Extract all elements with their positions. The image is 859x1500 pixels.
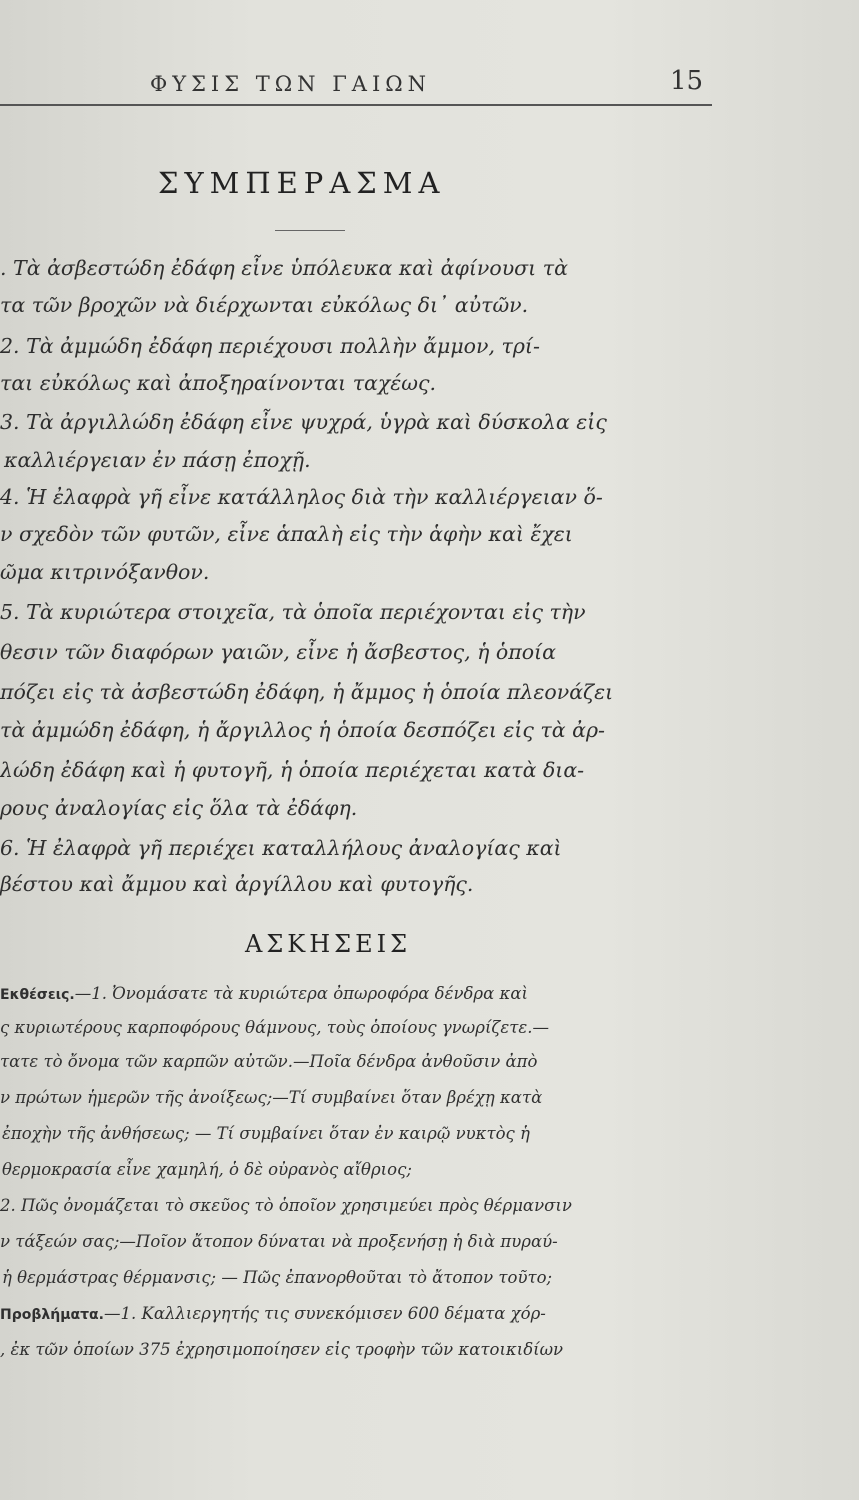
title-rule <box>275 230 345 231</box>
conclusion-line: θεσιν τῶν διαφόρων γαιῶν, εἶνε ἡ ἄσβεστος, ἡ ὁποία <box>0 640 556 664</box>
exercise-line: ν πρώτων ἡμερῶν τῆς ἀνοίξεως;—Τί συμβαίνει ὅταν βρέχῃ κατὰ <box>0 1088 543 1107</box>
conclusion-line: τὰ ἀμμώδη ἐδάφη, ἡ ἄργιλλος ἡ ὁποία δεσπόζει εἰς τὰ ἀρ- <box>0 718 605 742</box>
exercise-line: θερμοκρασία εἶνε χαμηλή, ὁ δὲ οὐρανὸς αἴθριος; <box>2 1160 412 1179</box>
exercise-lead-problems: Προβλήματα. <box>0 1307 104 1323</box>
conclusion-line: 2. Τὰ ἀμμώδη ἐδάφη περιέχουσι πολλὴν ἄμμον, τρί- <box>0 334 540 358</box>
header-rule <box>0 104 712 106</box>
conclusion-line: τα τῶν βροχῶν νὰ διέρχωνται εὐκόλως δι᾽ αὐτῶν. <box>0 293 529 317</box>
conclusion-line: 6. Ἡ ἐλαφρὰ γῆ περιέχει καταλλήλους ἀναλογίας καὶ <box>0 836 562 860</box>
exercise-line: ν τάξεών σας;—Ποῖον ἄτοπον δύναται νὰ προξενήσῃ ἡ διὰ πυραύ- <box>0 1232 558 1251</box>
exercise-lead-essays: Εκθέσεις. <box>0 987 75 1003</box>
conclusion-line: ν σχεδὸν τῶν φυτῶν, εἶνε ἁπαλὴ εἰς τὴν ἁφὴν καὶ ἔχει <box>0 522 573 546</box>
conclusion-line: 5. Τὰ κυριώτερα στοιχεῖα, τὰ ὁποῖα περιέχονται εἰς τὴν <box>0 600 586 624</box>
exercise-line <box>0 1304 546 1323</box>
conclusion-line: ται εὐκόλως καὶ ἀποξηραίνονται ταχέως. <box>0 371 437 395</box>
exercise-line <box>0 984 528 1003</box>
exercise-line: ἐποχὴν τῆς ἀνθήσεως; — Τί συμβαίνει ὅταν ἐν καιρῷ νυκτὸς ἡ <box>2 1124 530 1143</box>
conclusion-line: πόζει εἰς τὰ ἀσβεστώδη ἐδάφη, ἡ ἄμμος ἡ ὁποία πλεονάζει <box>0 680 614 704</box>
running-title: ΦΥΣΙΣ ΤΩΝ ΓΑΙΩΝ <box>150 72 432 96</box>
conclusion-line: 3. Τὰ ἀργιλλώδη ἐδάφη εἶνε ψυχρά, ὑγρὰ καὶ δύσκολα εἰς <box>0 410 607 434</box>
conclusion-line: ρους ἀναλογίας εἰς ὅλα τὰ ἐδάφη. <box>0 796 358 820</box>
exercise-line: τατε τὸ ὄνομα τῶν καρπῶν αὐτῶν.—Ποῖα δένδρα ἀνθοῦσιν ἀπὸ <box>0 1052 538 1071</box>
exercise-line: 2. Πῶς ὀνομάζεται τὸ σκεῦος τὸ ὁποῖον χρησιμεύει πρὸς θέρμανσιν <box>0 1196 572 1215</box>
exercise-line: ἡ θερμάστρας θέρμανσις; — Πῶς ἐπανορθοῦται τὸ ἄτοπον τοῦτο; <box>2 1268 553 1287</box>
exercise-text: —1. Καλλιεργητής τις συνεκόμισεν 600 δέματα χόρ- <box>104 1304 546 1323</box>
conclusion-line: ῶμα κιτρινόξανθον. <box>0 560 210 584</box>
page-number: 15 <box>670 66 704 96</box>
exercise-line: ς κυριωτέρους καρποφόρους θάμνους, τοὺς ὁποίους γνωρίζετε.— <box>0 1018 549 1037</box>
conclusion-line: 4. Ἡ ἐλαφρὰ γῆ εἶνε κατάλληλος διὰ τὴν καλλιέργειαν ὅ- <box>0 485 603 509</box>
exercises-title: ΑΣΚΗΣΕΙΣ <box>245 930 412 958</box>
conclusion-line: . Τὰ ἀσβεστώδη ἐδάφη εἶνε ὑπόλευκα καὶ ἀφίνουσι τὰ <box>0 256 568 280</box>
conclusion-line: λώδη ἐδάφη καὶ ἡ φυτογῆ, ἡ ὁποία περιέχεται κατὰ δια- <box>0 758 585 782</box>
exercise-line: , ἐκ τῶν ὁποίων 375 ἐχρησιμοποίησεν εἰς τροφὴν τῶν κατοικιδίων <box>0 1340 564 1359</box>
exercise-text: —1. Ὀνομάσατε τὰ κυριώτερα ὀπωροφόρα δένδρα καὶ <box>74 984 528 1003</box>
conclusion-title: ΣΥΜΠΕΡΑΣΜΑ <box>158 166 446 200</box>
conclusion-line: καλλιέργειαν ἐν πάσῃ ἐποχῇ. <box>4 448 311 472</box>
conclusion-line: βέστου καὶ ἄμμου καὶ ἀργίλλου καὶ φυτογῆς. <box>0 872 474 896</box>
